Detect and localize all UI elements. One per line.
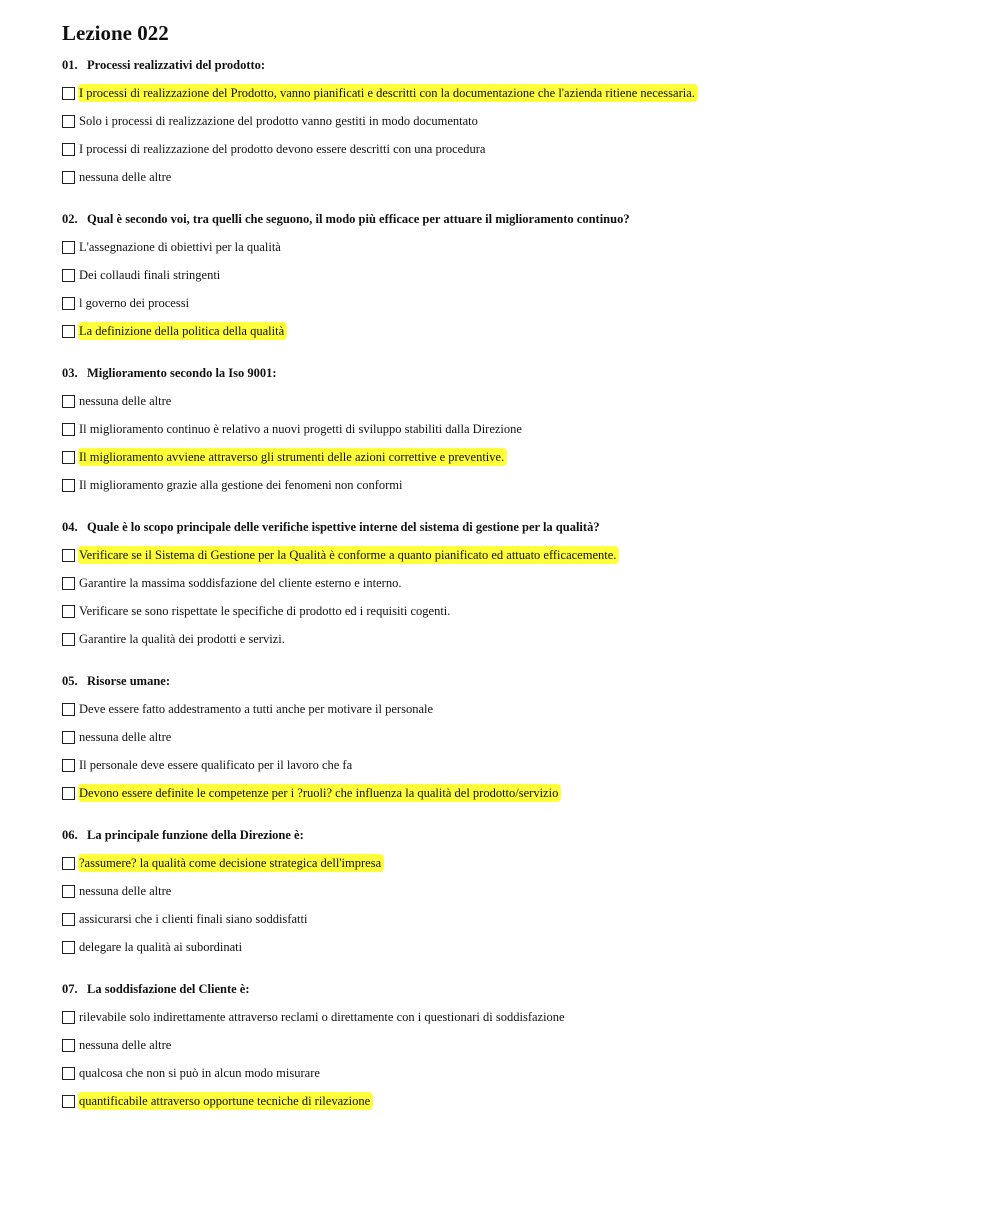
answer-checkbox[interactable] xyxy=(62,269,75,282)
answer-option[interactable] xyxy=(62,1087,962,1115)
answer-text: Deve essere fatto addestramento a tutti anche per motivare il personale xyxy=(79,702,434,716)
answer-option[interactable] xyxy=(62,541,962,569)
answer-option[interactable] xyxy=(62,443,962,471)
answer-text-highlighted: Verificare se il Sistema di Gestione per la Qualità è conforme a quanto pianificato ed attuato efficacemente. xyxy=(78,546,619,564)
answer-option[interactable] xyxy=(62,415,962,443)
answer-option[interactable] xyxy=(62,387,962,415)
answer-option[interactable] xyxy=(62,877,962,905)
answer-option[interactable] xyxy=(62,751,962,779)
answer-checkbox[interactable] xyxy=(62,115,75,128)
answer-checkbox[interactable] xyxy=(62,759,75,772)
answer-checkbox[interactable] xyxy=(62,703,75,716)
answer-text-highlighted: La definizione della politica della qualità xyxy=(78,322,287,340)
question-block xyxy=(62,514,962,653)
answer-text: nessuna delle altre xyxy=(79,884,172,898)
answer-text: Il personale deve essere qualificato per il lavoro che fa xyxy=(79,758,353,772)
answer-checkbox[interactable] xyxy=(62,605,75,618)
answer-option[interactable] xyxy=(62,107,962,135)
answer-checkbox[interactable] xyxy=(62,549,75,562)
answer-option[interactable] xyxy=(62,723,962,751)
answer-checkbox[interactable] xyxy=(62,787,75,800)
answer-checkbox[interactable] xyxy=(62,1067,75,1080)
question-text: La soddisfazione del Cliente è: xyxy=(87,982,250,996)
question-heading xyxy=(62,976,962,1003)
answer-checkbox[interactable] xyxy=(62,633,75,646)
answer-text-highlighted: quantificabile attraverso opportune tecniche di rilevazione xyxy=(78,1092,373,1110)
answer-text-highlighted: Il miglioramento avviene attraverso gli strumenti delle azioni correttive e preventive. xyxy=(78,448,507,466)
answer-checkbox[interactable] xyxy=(62,941,75,954)
question-text: La principale funzione della Direzione è: xyxy=(87,828,304,842)
question-number: 06. xyxy=(62,828,78,842)
answer-text: nessuna delle altre xyxy=(79,170,172,184)
answer-checkbox[interactable] xyxy=(62,171,75,184)
question-heading xyxy=(62,52,962,79)
answer-text: nessuna delle altre xyxy=(79,730,172,744)
question-number: 03. xyxy=(62,366,78,380)
answer-option[interactable] xyxy=(62,1059,962,1087)
answer-text: Dei collaudi finali stringenti xyxy=(79,268,221,282)
answer-checkbox[interactable] xyxy=(62,731,75,744)
answer-text: Garantire la massima soddisfazione del cliente esterno e interno. xyxy=(79,576,402,590)
question-text: Miglioramento secondo la Iso 9001: xyxy=(87,366,277,380)
answer-checkbox[interactable] xyxy=(62,1095,75,1108)
question-heading xyxy=(62,360,962,387)
question-block xyxy=(62,206,962,345)
answer-option[interactable] xyxy=(62,261,962,289)
answer-option[interactable] xyxy=(62,135,962,163)
answer-text: Il miglioramento grazie alla gestione dei fenomeni non conformi xyxy=(79,478,403,492)
answer-text: rilevabile solo indirettamente attraverso reclami o direttamente con i questionari di soddisfazione xyxy=(79,1010,565,1024)
question-block xyxy=(62,360,962,499)
answer-text: delegare la qualità ai subordinati xyxy=(79,940,243,954)
question-text: Processi realizzativi del prodotto: xyxy=(87,58,266,72)
quiz-page xyxy=(62,18,962,1130)
answer-option[interactable] xyxy=(62,233,962,261)
answer-text: Solo i processi di realizzazione del prodotto vanno gestiti in modo documentato xyxy=(79,114,478,128)
question-text: Qual è secondo voi, tra quelli che seguono, il modo più efficace per attuare il miglioramento continuo? xyxy=(87,212,630,226)
answer-option[interactable] xyxy=(62,289,962,317)
answer-checkbox[interactable] xyxy=(62,857,75,870)
answer-text: qualcosa che non si può in alcun modo misurare xyxy=(79,1066,320,1080)
answer-checkbox[interactable] xyxy=(62,885,75,898)
answer-option[interactable] xyxy=(62,471,962,499)
question-heading xyxy=(62,668,962,695)
question-block xyxy=(62,822,962,961)
answer-checkbox[interactable] xyxy=(62,241,75,254)
answer-option[interactable] xyxy=(62,933,962,961)
question-text: Risorse umane: xyxy=(87,674,170,688)
answer-checkbox[interactable] xyxy=(62,395,75,408)
answer-checkbox[interactable] xyxy=(62,1011,75,1024)
answer-option[interactable] xyxy=(62,779,962,807)
question-number: 04. xyxy=(62,520,78,534)
answer-option[interactable] xyxy=(62,569,962,597)
question-list xyxy=(62,52,962,1115)
answer-text: nessuna delle altre xyxy=(79,394,172,408)
answer-option[interactable] xyxy=(62,905,962,933)
answer-checkbox[interactable] xyxy=(62,325,75,338)
question-number: 07. xyxy=(62,982,78,996)
question-heading xyxy=(62,206,962,233)
answer-option[interactable] xyxy=(62,163,962,191)
answer-checkbox[interactable] xyxy=(62,297,75,310)
answer-text: L'assegnazione di obiettivi per la qualità xyxy=(79,240,281,254)
answer-option[interactable] xyxy=(62,849,962,877)
answer-text: Garantire la qualità dei prodotti e servizi. xyxy=(79,632,285,646)
question-number: 01. xyxy=(62,58,78,72)
answer-checkbox[interactable] xyxy=(62,1039,75,1052)
answer-checkbox[interactable] xyxy=(62,913,75,926)
answer-text: assicurarsi che i clienti finali siano soddisfatti xyxy=(79,912,308,926)
answer-checkbox[interactable] xyxy=(62,451,75,464)
answer-text: Verificare se sono rispettate le specifiche di prodotto ed i requisiti cogenti. xyxy=(79,604,451,618)
answer-option[interactable] xyxy=(62,695,962,723)
question-block xyxy=(62,668,962,807)
answer-checkbox[interactable] xyxy=(62,479,75,492)
question-block xyxy=(62,52,962,191)
lesson-title: Lezione 022 xyxy=(62,21,169,45)
answer-option[interactable] xyxy=(62,1003,962,1031)
answer-checkbox[interactable] xyxy=(62,577,75,590)
answer-text: nessuna delle altre xyxy=(79,1038,172,1052)
answer-checkbox[interactable] xyxy=(62,143,75,156)
answer-text-highlighted: I processi di realizzazione del Prodotto, vanno pianificati e descritti con la documentazione che l'azienda ritiene necessaria. xyxy=(78,84,698,102)
answer-option[interactable] xyxy=(62,625,962,653)
question-number: 05. xyxy=(62,674,78,688)
answer-text-highlighted: ?assumere? la qualità come decisione strategica dell'impresa xyxy=(78,854,384,872)
answer-option[interactable] xyxy=(62,317,962,345)
answer-option[interactable] xyxy=(62,1031,962,1059)
answer-text: I processi di realizzazione del prodotto devono essere descritti con una procedura xyxy=(79,142,486,156)
answer-checkbox[interactable] xyxy=(62,423,75,436)
answer-option[interactable] xyxy=(62,597,962,625)
answer-text: l governo dei processi xyxy=(79,296,190,310)
answer-option[interactable] xyxy=(62,79,962,107)
question-heading xyxy=(62,514,962,541)
question-block xyxy=(62,976,962,1115)
answer-text-highlighted: Devono essere definite le competenze per i ?ruoli? che influenza la qualità del prodotto/servizio xyxy=(78,784,561,802)
question-number: 02. xyxy=(62,212,78,226)
answer-checkbox[interactable] xyxy=(62,87,75,100)
question-text: Quale è lo scopo principale delle verifiche ispettive interne del sistema di gestione per la qualità? xyxy=(87,520,600,534)
question-heading xyxy=(62,822,962,849)
answer-text: Il miglioramento continuo è relativo a nuovi progetti di sviluppo stabiliti dalla Direzione xyxy=(79,422,522,436)
